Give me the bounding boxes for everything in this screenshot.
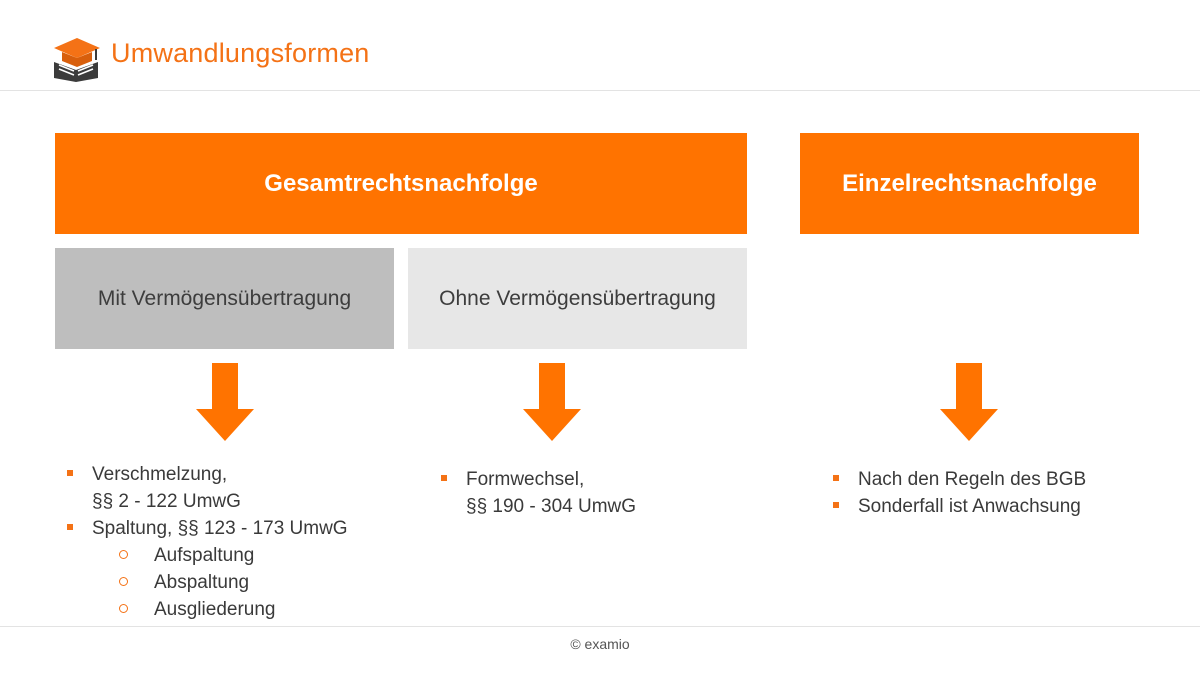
list-item-text: §§ 190 - 304 UmwG [466,496,637,517]
list-item [830,466,1150,493]
header [0,0,1200,90]
list-item [64,515,394,542]
page-title: Umwandlungsformen [111,38,370,68]
sub-list-item [92,596,392,623]
list-item [830,493,1150,520]
down-arrow-icon [940,363,998,441]
ohne-vermoegensuebertragung-label: Ohne Vermögensübertragung [439,286,716,310]
einzelrechtsnachfolge-box [800,133,1139,234]
circle-bullet-icon [119,550,128,559]
sub-list-item [92,569,392,596]
sub-list-item-text: Aufspaltung [154,545,255,566]
down-arrow-icon [523,363,581,441]
square-bullet-icon [441,475,447,481]
list-item-text: Sonderfall ist Anwachsung [858,496,1081,517]
list-item-text: Nach den Regeln des BGB [858,469,1087,490]
sub-list-item-text: Ausgliederung [154,599,276,620]
copyright-footer: © examio [570,636,630,652]
einzelrechtsnachfolge-label: Einzelrechtsnachfolge [842,169,1097,197]
square-bullet-icon [833,475,839,481]
square-bullet-icon [67,470,73,476]
sub-list-item-text: Abspaltung [154,572,250,593]
list-item-text: §§ 2 - 122 UmwG [92,491,241,512]
footer-divider [0,626,1200,627]
list-item [438,466,738,520]
header-divider [0,90,1200,91]
list-item-text: Formwechsel, [466,469,585,490]
list-item [64,461,394,515]
square-bullet-icon [833,502,839,508]
gesamtrechtsnachfolge-box [55,133,747,234]
circle-bullet-icon [119,577,128,586]
col1-list [64,461,394,542]
square-bullet-icon [67,524,73,530]
down-arrow-icon [196,363,254,441]
list-item-text: Verschmelzung, [92,464,228,485]
list-item-text: Spaltung, §§ 123 - 173 UmwG [92,518,348,539]
circle-bullet-icon [119,604,128,613]
col1-sublist [92,542,392,623]
sub-list-item [92,542,392,569]
col3-list [830,466,1150,520]
ohne-vermoegensuebertragung-box [408,248,747,349]
mit-vermoegensuebertragung-box [55,248,394,349]
mit-vermoegensuebertragung-label: Mit Vermögensübertragung [97,286,352,310]
graduation-cap-book-icon [50,34,102,82]
col2-list [438,466,738,520]
gesamtrechtsnachfolge-label: Gesamtrechtsnachfolge [264,169,538,197]
